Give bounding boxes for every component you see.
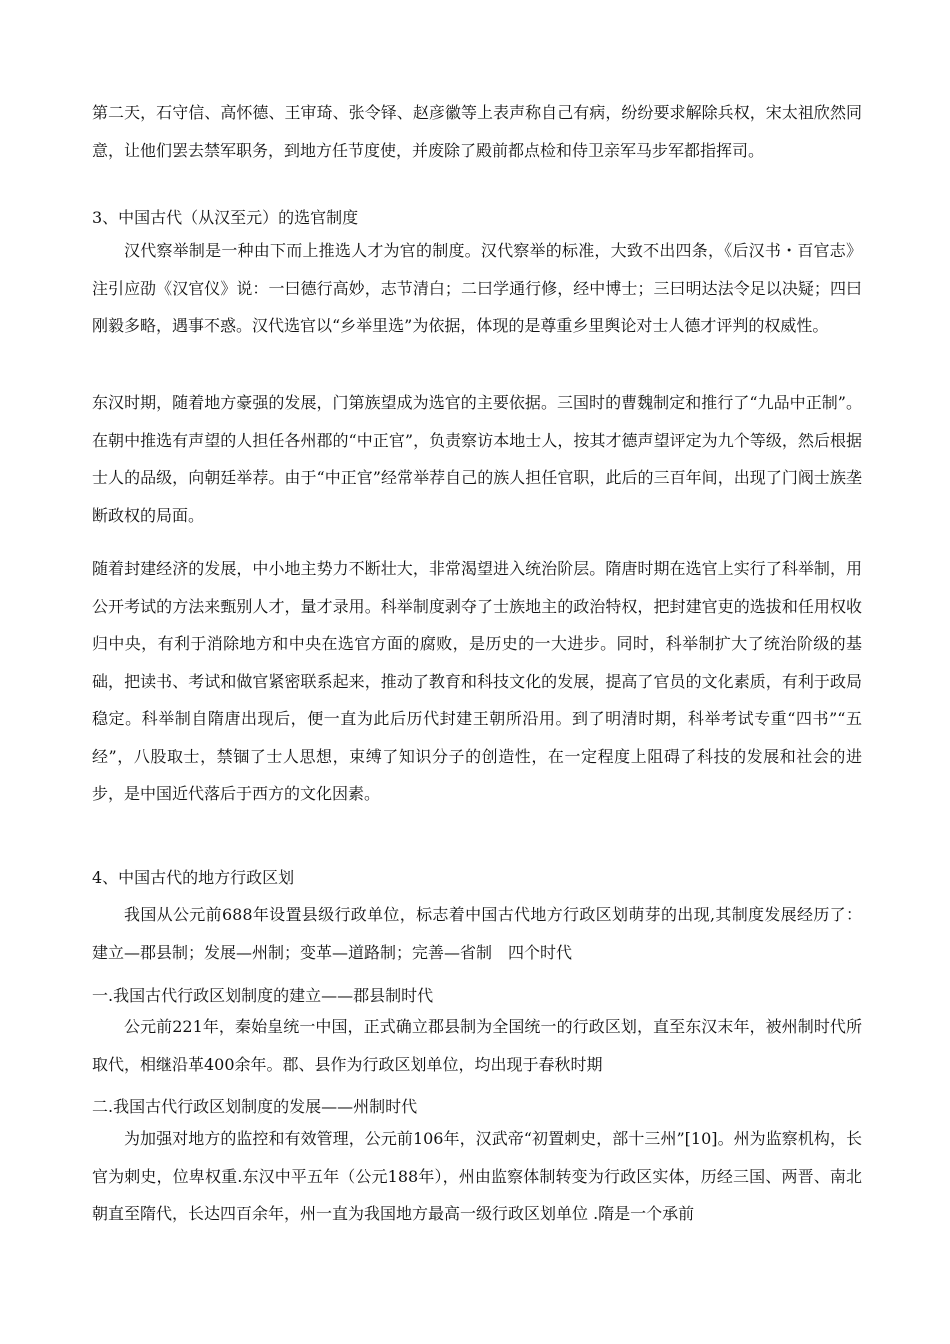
section-3-paragraph-1: 汉代察举制是一种由下而上推选人才为官的制度。汉代察举的标准，大致不出四条，《后汉书・百官志》注引应劭《汉官仪》说：一曰德行高妙，志节清白；二曰学通行修，经中博士；三曰明达法令足以决疑；四曰刚毅多略，遇事不惑。汉代选官以“乡举里选”为依据，体现的是尊重乡里舆论对士人德才评判的权威性。 (92, 241, 862, 335)
section-4-subheading-2: 二.我国古代行政区划制度的发展——州制时代 (92, 1097, 418, 1116)
section-3-paragraph-3: 随着封建经济的发展，中小地主势力不断壮大，非常渴望进入统治阶层。隋唐时期在选官上实行了科举制，用公开考试的方法来甄别人才，量才录用。科举制度剥夺了士族地主的政治特权，把封建官吏的选拔和任用权收归中央，有利于消除地方和中央在选官方面的腐败，是历史的一大进步。同时，科举制扩大了统治阶级的基础，把读书、考试和做官紧密联系起来，推动了教育和科技文化的发展，提高了官员的文化素质，有利于政局稳定。科举制自隋唐出现后，便一直为此后历代封建王朝所沿用。到了明清时期，科举考试专重“四书”“五经”，八股取士，禁锢了士人思想，束缚了知识分子的创造性，在一定程度上阻碍了科技的发展和社会的进步，是中国近代落后于西方的文化因素。 (92, 559, 862, 803)
section-3-heading: 3、中国古代（从汉至元）的选官制度 (92, 208, 359, 227)
section-4-subheading-1: 一.我国古代行政区划制度的建立——郡县制时代 (92, 986, 434, 1005)
intro-paragraph: 第二天，石守信、高怀德、王审琦、张令铎、赵彦徽等上表声称自己有病，纷纷要求解除兵权，宋太祖欣然同意，让他们罢去禁军职务，到地方任节度使，并废除了殿前都点检和侍卫亲军马步军都指挥司。 (92, 103, 862, 160)
section-4-paragraph-1: 我国从公元前688年设置县级行政单位，标志着中国古代地方行政区划萌芽的出现,其制度发展经历了：建立—郡县制；发展—州制；变革—道路制；完善—省制 四个时代 (92, 905, 862, 962)
section-4-paragraph-2: 公元前221年，秦始皇统一中国，正式确立郡县制为全国统一的行政区划，直至东汉末年，被州制时代所取代，相继沿革400余年。郡、县作为行政区划单位，均出现于春秋时期 (92, 1017, 862, 1074)
section-4-paragraph-3: 为加强对地方的监控和有效管理，公元前106年，汉武帝“初置刺史，部十三州”[10]。州为监察机构，长官为刺史，位卑权重.东汉中平五年（公元188年），州由监察体制转变为行政区实体，历经三国、两晋、南北朝直至隋代，长达四百余年，州一直为我国地方最高一级行政区划单位 .隋是一个承前 (92, 1129, 862, 1223)
section-4-heading: 4、中国古代的地方行政区划 (92, 868, 295, 887)
section-3-paragraph-2: 东汉时期，随着地方豪强的发展，门第族望成为选官的主要依据。三国时的曹魏制定和推行了“九品中正制”。在朝中推选有声望的人担任各州郡的“中正官”，负责察访本地士人，按其才德声望评定为九个等级，然后根据士人的品级，向朝廷举荐。由于“中正官”经常举荐自己的族人担任官职，此后的三百年间，出现了门阀士族垄断政权的局面。 (92, 393, 862, 525)
